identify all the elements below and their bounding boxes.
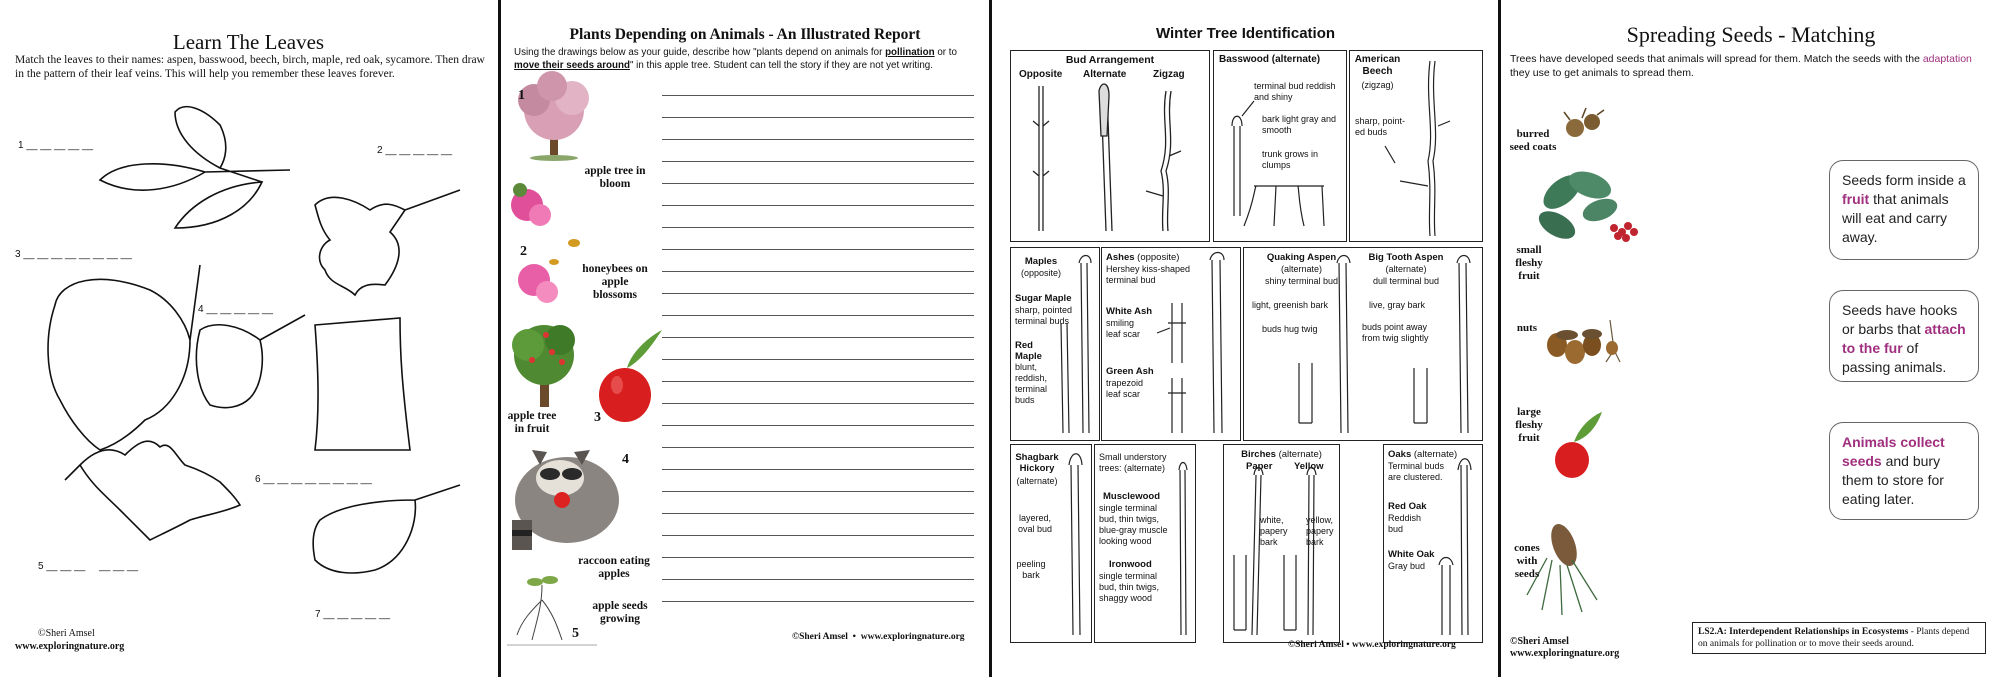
musclewood-desc: single terminal bud, thin twigs, blue-gray muscle looking wood <box>1099 503 1168 546</box>
standard-box <box>1692 622 1986 654</box>
ashes-title-bold: Ashes <box>1106 252 1135 263</box>
honeybee-blossom-illustration <box>518 239 580 303</box>
standard-text: - Plants depend on animals for pollination or to move their seeds around. <box>1698 627 1970 649</box>
box1-fruit: fruit <box>1842 191 1870 207</box>
leaf-2-drawing <box>315 190 460 295</box>
credit-author: ©Sheri Amsel <box>38 628 95 639</box>
quaking-aspen-desc-2: light, greenish bark <box>1252 300 1329 310</box>
oaks-desc: Terminal buds are clustered. <box>1388 461 1445 482</box>
seed-label-burred: burred seed coats <box>1509 128 1557 153</box>
maples-box <box>1010 247 1100 441</box>
bigtooth-aspen-sub: (alternate) <box>1385 264 1427 274</box>
divider-2 <box>989 0 992 677</box>
white-ash-title: White Ash <box>1106 306 1153 317</box>
beech-drawing <box>1350 51 1482 241</box>
hickory-title: Shagbark Hickory <box>1015 452 1059 474</box>
beech-title: American Beech <box>1354 54 1401 77</box>
ironwood-desc: single terminal bud, thin twigs, shaggy wood <box>1099 571 1160 603</box>
leaf-3-drawing <box>48 265 200 450</box>
apple-tree-fruit-illustration <box>512 325 575 407</box>
bud-alternate: Alternate <box>1083 69 1127 80</box>
oaks-drawing <box>1384 445 1482 642</box>
hickory-sub: (alternate) <box>1016 476 1058 486</box>
basswood-note-2: bark light gray and smooth <box>1262 114 1337 135</box>
blossom-illustration <box>511 183 551 226</box>
credit-website: www.exploringnature.org <box>15 641 125 652</box>
item-label-5: apple seeds growing <box>592 600 648 625</box>
birches-box <box>1223 444 1340 643</box>
leaf-4-drawing <box>196 315 305 408</box>
panel-learn-the-leaves <box>0 0 497 677</box>
bigtooth-aspen-desc-2: live, gray bark <box>1369 300 1426 310</box>
instructions: Match the leaves to their names: aspen, basswood, beech, birch, maple, red oak, sycamore. Then draw in the pattern of their leaf veins. This will help you remember these leaves forever. <box>15 54 485 80</box>
white-ash-desc: smiling leaf scar <box>1106 318 1141 339</box>
ashes-sub: (opposite) <box>1137 252 1180 263</box>
blank-7[interactable]: 7 __ __ __ __ __ <box>315 609 391 620</box>
blank-2[interactable]: 2 __ __ __ __ __ <box>377 145 453 156</box>
beech-note: sharp, point-ed buds <box>1355 116 1406 137</box>
leaf-7-drawing <box>313 485 460 573</box>
hickory-desc-1: layered, oval bud <box>1017 513 1053 534</box>
maples-title: Maples <box>1024 256 1058 267</box>
seed-label-small-fleshy-fruit: small fleshy fruit <box>1515 244 1543 282</box>
adaptation-box-hooks[interactable] <box>1829 290 1979 382</box>
item-label-4: raccoon eating apples <box>578 555 650 580</box>
birches-title-bold: Birches <box>1241 449 1276 460</box>
item-number-4: 4 <box>622 452 629 467</box>
red-maple-desc: blunt, reddish, terminal buds <box>1015 362 1048 405</box>
leaf-1-drawing <box>100 107 290 228</box>
writing-lines[interactable] <box>662 95 974 635</box>
blank-1[interactable]: 1 __ __ __ __ __ <box>18 140 94 151</box>
beech-box <box>1349 50 1483 242</box>
box3-part-b: and bury them to store for eating later. <box>1842 453 1944 507</box>
ironwood-title: Ironwood <box>1109 559 1152 570</box>
seed-label-large-fleshy-fruit: large fleshy fruit <box>1515 406 1543 444</box>
ashes-box <box>1101 247 1241 441</box>
leaf-5-drawing <box>315 318 410 450</box>
bud-opposite: Opposite <box>1019 69 1063 80</box>
hickory-desc-2: peeling bark <box>1016 559 1046 580</box>
nuts-illustration <box>1547 320 1620 364</box>
bud-arrangement-box <box>1010 50 1210 242</box>
sugar-maple-desc: sharp, pointed terminal buds <box>1015 305 1073 326</box>
ashes-desc: Hershey kiss-shaped terminal bud <box>1106 264 1191 285</box>
divider-1 <box>498 0 501 677</box>
small-fleshy-fruit-illustration <box>1534 166 1638 244</box>
oaks-title-bold: Oaks <box>1388 449 1412 460</box>
seedling-illustration <box>507 576 597 645</box>
yellow-birch-desc: yellow, papery bark <box>1306 515 1334 547</box>
quaking-aspen-sub: (alternate) <box>1280 264 1323 274</box>
quaking-aspen-title: Quaking Aspen <box>1266 252 1337 263</box>
oaks-box <box>1383 444 1483 643</box>
box2-part-a: Seeds have hooks or barbs that <box>1842 302 1958 337</box>
paper-birch-title: Paper <box>1246 461 1273 472</box>
seed-label-cones: cones with seeds <box>1514 542 1540 580</box>
hickory-drawing <box>1011 445 1091 642</box>
basswood-title: Basswood (alternate) <box>1219 54 1321 65</box>
birches-sub: (alternate) <box>1278 449 1322 460</box>
intro-part-b: they use to get animals to spread them. <box>1510 67 1694 79</box>
adaptation-box-collect[interactable] <box>1829 422 1979 520</box>
understory-box <box>1094 444 1196 643</box>
blank-4[interactable]: 4 __ __ __ __ __ <box>198 304 274 315</box>
maple-twigs-drawing <box>1011 248 1099 440</box>
red-oak-title: Red Oak <box>1388 501 1427 512</box>
bigtooth-aspen-title: Big Tooth Aspen <box>1368 252 1444 263</box>
birches-drawing <box>1224 445 1339 642</box>
intro-adaptation: adaptation <box>1922 53 1972 65</box>
large-fleshy-fruit-illustration <box>1555 412 1602 478</box>
burred-seed-illustration <box>1564 108 1604 137</box>
musclewood-title: Musclewood <box>1103 491 1161 502</box>
seed-label-nuts: nuts <box>1516 322 1538 334</box>
raccoon-illustration <box>512 450 619 550</box>
panel-spreading-seeds <box>1502 0 2000 677</box>
blank-3[interactable]: 3 __ __ __ __ __ __ __ __ <box>15 249 132 260</box>
box2-part-b: of passing animals. <box>1842 340 1947 375</box>
green-ash-desc: trapezoid leaf scar <box>1106 378 1144 399</box>
sugar-maple-title: Sugar Maple <box>1015 293 1072 304</box>
credit-website: www.exploringnature.org <box>1510 648 1620 659</box>
quaking-aspen-desc-1: shiny terminal bud <box>1264 276 1339 286</box>
intro-part-b: or to <box>934 47 957 58</box>
maples-sub: (opposite) <box>1020 268 1062 278</box>
red-maple-title: Red Maple <box>1015 340 1042 362</box>
hickory-box <box>1010 444 1092 643</box>
basswood-drawing <box>1214 51 1346 241</box>
bigtooth-aspen-desc-1: dull terminal bud <box>1372 276 1440 286</box>
intro-part-a: Using the drawings below as your guide, describe how "plants depend on animals for <box>514 47 886 58</box>
understory-title: Small understory trees: (alternate) <box>1099 452 1167 473</box>
bud-title: Bud Arrangement <box>1065 54 1155 66</box>
box1-part-b: that animals will eat and carry away. <box>1842 191 1949 245</box>
box3-animals: Animals collect seeds <box>1842 434 1945 469</box>
basswood-note-3: trunk grows in clumps <box>1262 149 1319 170</box>
page-title: Spreading Seeds - Matching <box>1626 22 1876 47</box>
panel-plants-depending-on-animals <box>502 0 988 677</box>
white-oak-desc: Gray bud <box>1388 561 1426 571</box>
ash-twigs-drawing <box>1102 248 1240 440</box>
understory-drawing <box>1095 445 1195 642</box>
bud-zigzag: Zigzag <box>1153 69 1185 80</box>
divider-3 <box>1498 0 1501 677</box>
aspen-drawing <box>1244 248 1482 440</box>
green-ash-title: Green Ash <box>1106 366 1154 377</box>
intro-part-c: " in this apple tree. Student can tell the story if they are not yet writing. <box>629 59 933 71</box>
credit: ©Sheri Amsel • www.exploringnature.org <box>1288 640 1456 650</box>
credit-author: ©Sheri Amsel <box>1510 636 1569 647</box>
red-apple-illustration <box>599 330 662 422</box>
adaptation-box-fruit[interactable] <box>1829 160 1979 260</box>
basswood-box <box>1213 50 1347 242</box>
box2-attach: attach to the fur <box>1842 321 1966 356</box>
page-title: Learn The Leaves <box>172 30 325 54</box>
leaf-6-drawing <box>65 441 240 540</box>
page-title: Winter Tree Identification <box>1155 25 1336 42</box>
item-number-2: 2 <box>520 244 527 259</box>
intro-move-seeds: move their seeds around <box>514 59 630 71</box>
item-number-1: 1 <box>518 88 525 103</box>
standard-code: LS2.A: Interdependent Relationships in Ecosystems <box>1698 627 1909 637</box>
beech-sub: (zigzag) <box>1361 80 1394 90</box>
blank-5[interactable]: 5 __ __ __ __ __ __ <box>38 561 139 572</box>
blank-6[interactable]: 6 __ __ __ __ __ __ __ __ <box>255 474 372 485</box>
credit: ©Sheri Amsel • www.exploringnature.org <box>792 632 965 642</box>
intro-part-a: Trees have developed seeds that animals will spread for them. Match the seeds with the <box>1510 53 1923 65</box>
basswood-note-1: terminal bud reddish and shiny <box>1254 81 1336 102</box>
intro-pollination: pollination <box>885 47 935 58</box>
red-oak-desc: Reddish bud <box>1388 513 1422 534</box>
yellow-birch-title: Yellow <box>1294 461 1324 472</box>
oaks-sub: (alternate) <box>1413 449 1458 460</box>
page-title: Plants Depending on Animals - An Illustrated Report <box>569 26 921 43</box>
item-number-5: 5 <box>572 626 579 641</box>
leaf-drawings <box>0 0 497 677</box>
item-label-2: honeybees on apple blossoms <box>582 263 648 301</box>
item-number-3: 3 <box>594 410 601 425</box>
bud-twigs-drawing <box>1011 51 1209 241</box>
bigtooth-aspen-desc-3: buds point away from twig slightly <box>1362 322 1429 343</box>
box1-part-a: Seeds form inside a <box>1842 172 1966 188</box>
aspen-box <box>1243 247 1483 441</box>
item-label-3: apple tree in fruit <box>507 410 557 435</box>
item-label-1: apple tree in bloom <box>584 165 646 190</box>
paper-birch-desc: white, papery bark <box>1260 515 1288 547</box>
apple-tree-bloom-illustration <box>518 71 589 161</box>
white-oak-title: White Oak <box>1388 549 1435 560</box>
panel-winter-tree-identification <box>993 0 1498 677</box>
quaking-aspen-desc-3: buds hug twig <box>1262 324 1318 334</box>
